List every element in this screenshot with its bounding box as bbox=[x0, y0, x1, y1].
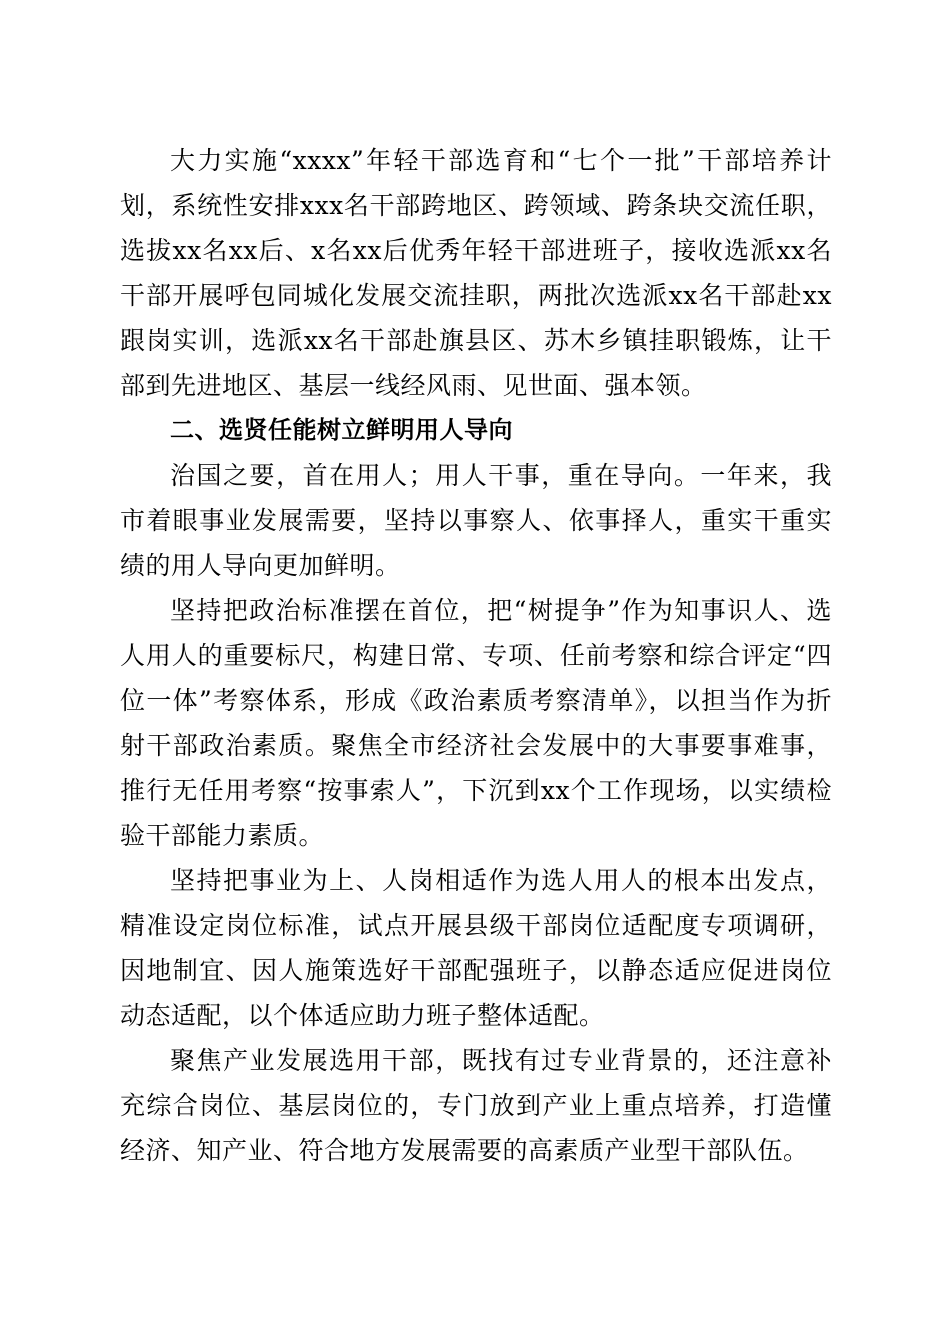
paragraph-post-fit: 坚持把事业为上、人岗相适作为选人用人的根本出发点，精准设定岗位标准，试点开展县级干部岗位适配度专项调研，因地制宜、因人施策选好干部配强班子，以静态适应促进岗位动态适配，以个体适应助力班子整体适配。 bbox=[120, 866, 832, 1030]
section-heading: 二、选贤任能树立鲜明用人导向 bbox=[170, 416, 513, 444]
paragraph-industry-cadres: 聚焦产业发展选用干部，既找有过专业背景的，还注意补充综合岗位、基层岗位的，专门放到产业上重点培养，打造懂经济、知产业、符合地方发展需要的高素质产业型干部队伍。 bbox=[120, 1046, 832, 1165]
paragraph-political-standard: 坚持把政治标准摆在首位，把“树提争”作为知事识人、选人用人的重要标尺，构建日常、专项、任前考察和综合评定“四位一体”考察体系，形成《政治素质考察清单》，以担当作为折射干部政治素质。聚焦全市经济社会发展中的大事要事难事，推行无任用考察“按事索人”，下沉到xx个工作现场，以实绩检验干部能力素质。 bbox=[120, 596, 832, 850]
paragraph-young-cadres: 大力实施“xxxx”年轻干部选育和“七个一批”干部培养计划，系统性安排xxx名干部跨地区、跨领域、跨条块交流任职，选拔xx名xx后、x名xx后优秀年轻干部进班子，接收选派xx名干部开展呼包同城化发展交流挂职，两批次选派xx名干部赴xx跟岗实训，选派xx名干部赴旗县区、苏木乡镇挂职锻炼，让干部到先进地区、基层一线经风雨、见世面、强本领。 bbox=[120, 146, 832, 400]
document-body bbox=[120, 138, 832, 1173]
paragraph-governance: 治国之要，首在用人；用人干事，重在导向。一年来，我市着眼事业发展需要，坚持以事察人、依事择人，重实干重实绩的用人导向更加鲜明。 bbox=[120, 461, 832, 580]
